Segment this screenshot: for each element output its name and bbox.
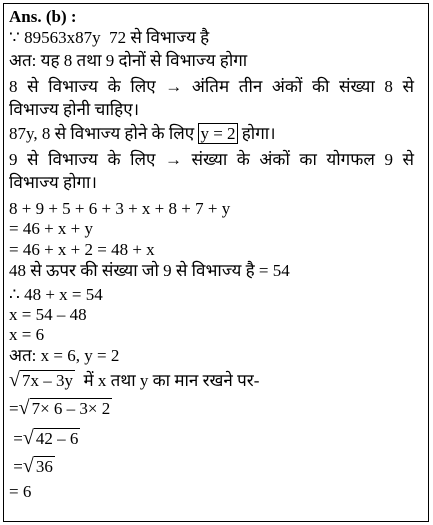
line-rule-8-cont: विभाज्य होनी चाहिए।	[9, 100, 140, 119]
line-rule-9	[9, 150, 414, 170]
rule-8-text: 8 से विभाज्य के लिए → अंतिम तीन अंकों की संख्या 8 से	[9, 77, 414, 96]
sqrt-expression: √ 7x – 3y	[9, 369, 73, 391]
line-sum-step-1: = 46 + x + y	[9, 219, 94, 238]
line-x-value: x = 6	[9, 325, 45, 344]
line-calc-3	[9, 456, 55, 477]
line-y-value	[9, 124, 276, 144]
line-sum-step-2: = 46 + x + 2 = 48 + x	[9, 240, 155, 259]
line-substitute	[9, 370, 259, 391]
answer-heading: Ans. (b) :	[9, 7, 77, 26]
line-final-answer: = 6	[9, 482, 32, 501]
line-given: ∵ 89563x87y 72 से विभाज्य है	[9, 28, 210, 47]
line-equation: ∴ 48 + x = 54	[9, 285, 103, 304]
sqrt-expression: √ 7× 6 – 3× 2	[18, 397, 111, 419]
y-value-suffix: होगा।	[237, 124, 276, 143]
boxed-y-value: y = 2	[200, 124, 236, 143]
rule-9-text: 9 से विभाज्य के लिए → संख्या के अंकों का योगफल 9 से	[9, 150, 414, 169]
equals-sign: =	[9, 429, 23, 448]
sqrt-radicand: 7× 6 – 3× 2	[31, 399, 111, 418]
sqrt-radicand: 36	[35, 457, 53, 476]
line-result: अत: x = 6, y = 2	[9, 346, 120, 365]
equals-sign: =	[9, 399, 19, 418]
sqrt-radicand: 42 – 6	[35, 429, 79, 448]
sqrt-expression: √ 42 – 6	[22, 427, 79, 449]
equals-sign: =	[9, 457, 23, 476]
line-calc-2	[9, 428, 80, 449]
substitute-text: में x तथा y का मान रखने पर-	[74, 371, 260, 390]
line-calc-1	[9, 398, 112, 419]
line-rule-9-cont: विभाज्य होगा।	[9, 173, 97, 192]
y-value-text: 87y, 8 से विभाज्य होने के लिए	[9, 124, 199, 143]
line-digit-sum: 8 + 9 + 5 + 6 + 3 + x + 8 + 7 + y	[9, 199, 231, 218]
line-rule-8	[9, 77, 414, 97]
sqrt-expression: √ 36	[22, 455, 53, 477]
sqrt-radicand: 7x – 3y	[21, 371, 73, 390]
line-solve: x = 54 – 48	[9, 305, 87, 324]
line-divisible-8-9: अत: यह 8 तथा 9 दोनों से विभाज्य होगा	[9, 51, 248, 70]
line-next-multiple: 48 से ऊपर की संख्या जो 9 से विभाज्य है = 54	[9, 261, 290, 280]
